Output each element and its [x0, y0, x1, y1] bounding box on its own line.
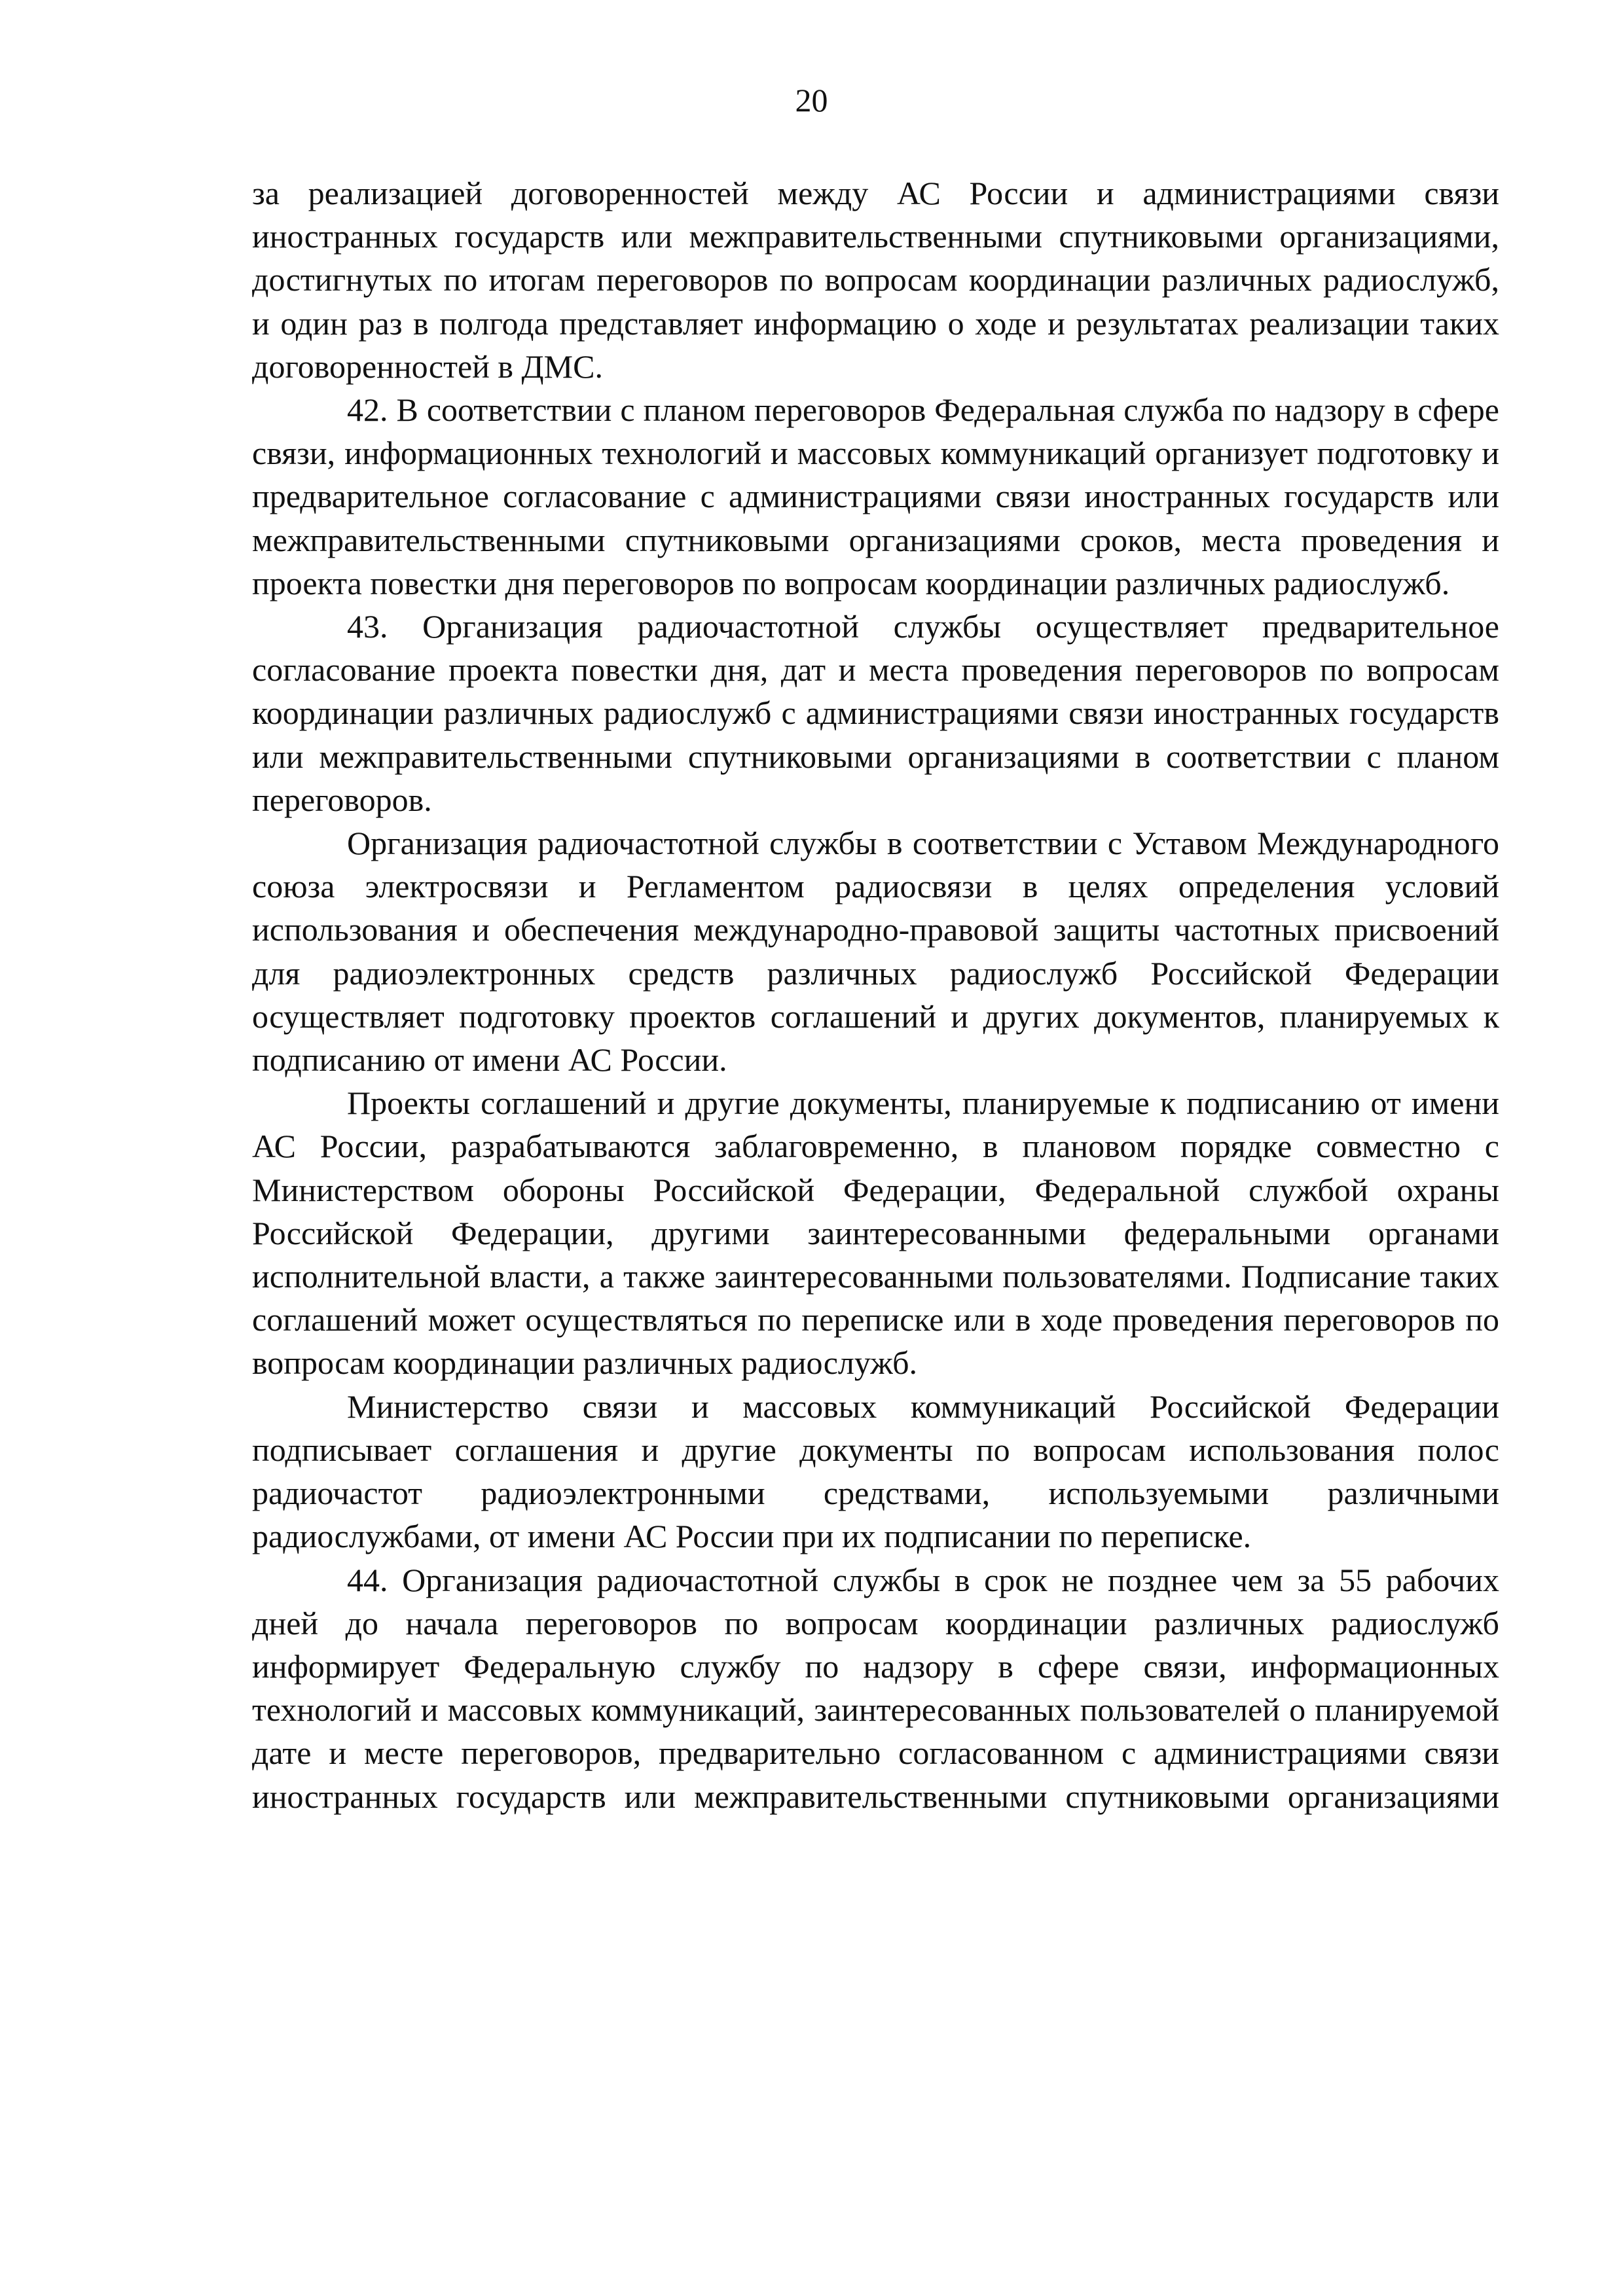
paragraph-text: Организация радиочастотной службы в срок не позднее чем за 55 рабочих дней до начала переговоров по вопросам координации различных радиослужб информирует Федеральную службу по надзору в сфере связи, информационных технологий и массовых коммуникаций, заинтересованных пользователей о планируемой дате и месте переговоров, предварительно согласованном с администрациями связи иностранных государств или межправительственными спутниковыми организациями	[252, 1561, 1499, 1815]
paragraph-text: Организация радиочастотной службы осуществляет предварительное согласование проекта повестки дня, дат и места проведения переговоров по вопросам координации различных радиослужб с администрациями связи иностранных государств или межправительственными спутниковыми организациями в соответствии с планом переговоров.	[252, 608, 1499, 818]
paragraph-text: В соответствии с планом переговоров Федеральная служба по надзору в сфере связи, информационных технологий и массовых коммуникаций организует подготовку и предварительное согласование с администрациями связи иностранных государств или межправительственными спутниковыми организациями сроков, места проведения и проекта повестки дня переговоров по вопросам координации различных радиослужб.	[252, 391, 1500, 601]
paragraph-number: 43.	[347, 608, 388, 645]
paragraph-text: за реализацией договоренностей между АС России и администрациями связи иностранных государств или межправительственными спутниковыми организациями, достигнутых по итогам переговоров по вопросам координации различных радиослужб, и один раз в полгода представляет информацию о ходе и результатах реализации таких договоренностей в ДМС.	[252, 175, 1499, 385]
document-body	[252, 171, 1499, 1818]
paragraph-text: Проекты соглашений и другие документы, планируемые к подписанию от имени АС России, разрабатываются заблаговременно, в плановом порядке совместно с Министерством обороны Российской Федерации, Федеральной службой охраны Российской Федерации, другими заинтересованными федеральными органами исполнительной власти, а также заинтересованными пользователями. Подписание таких соглашений может осуществляться по переписке или в ходе проведения переговоров по вопросам координации различных радиослужб.	[252, 1085, 1499, 1382]
paragraph-42	[252, 388, 1499, 605]
paragraph-number: 42.	[347, 391, 388, 429]
paragraph-43	[252, 605, 1499, 821]
paragraph-number: 44.	[347, 1561, 388, 1598]
paragraph-text: Организация радиочастотной службы в соответствии с Уставом Международного союза электросвязи и Регламентом радиосвязи в целях определения условий использования и обеспечения международно-правовой защиты частотных присвоений для радиоэлектронных средств различных радиослужб Российской Федерации осуществляет подготовку проектов соглашений и других документов, планируемых к подписанию от имени АС России.	[252, 825, 1499, 1079]
paragraph-text: Министерство связи и массовых коммуникаций Российской Федерации подписывает соглашения и другие документы по вопросам использования полос радиочастот радиоэлектронными средствами, используемыми различными радиослужбами, от имени АС России при их подписании по переписке.	[252, 1388, 1499, 1555]
paragraph-continuation	[252, 171, 1499, 388]
paragraph-44	[252, 1558, 1499, 1818]
paragraph-43-part-4	[252, 1385, 1499, 1558]
paragraph-43-part-2	[252, 821, 1499, 1081]
page-number: 20	[795, 82, 828, 118]
paragraph-43-part-3	[252, 1081, 1499, 1384]
